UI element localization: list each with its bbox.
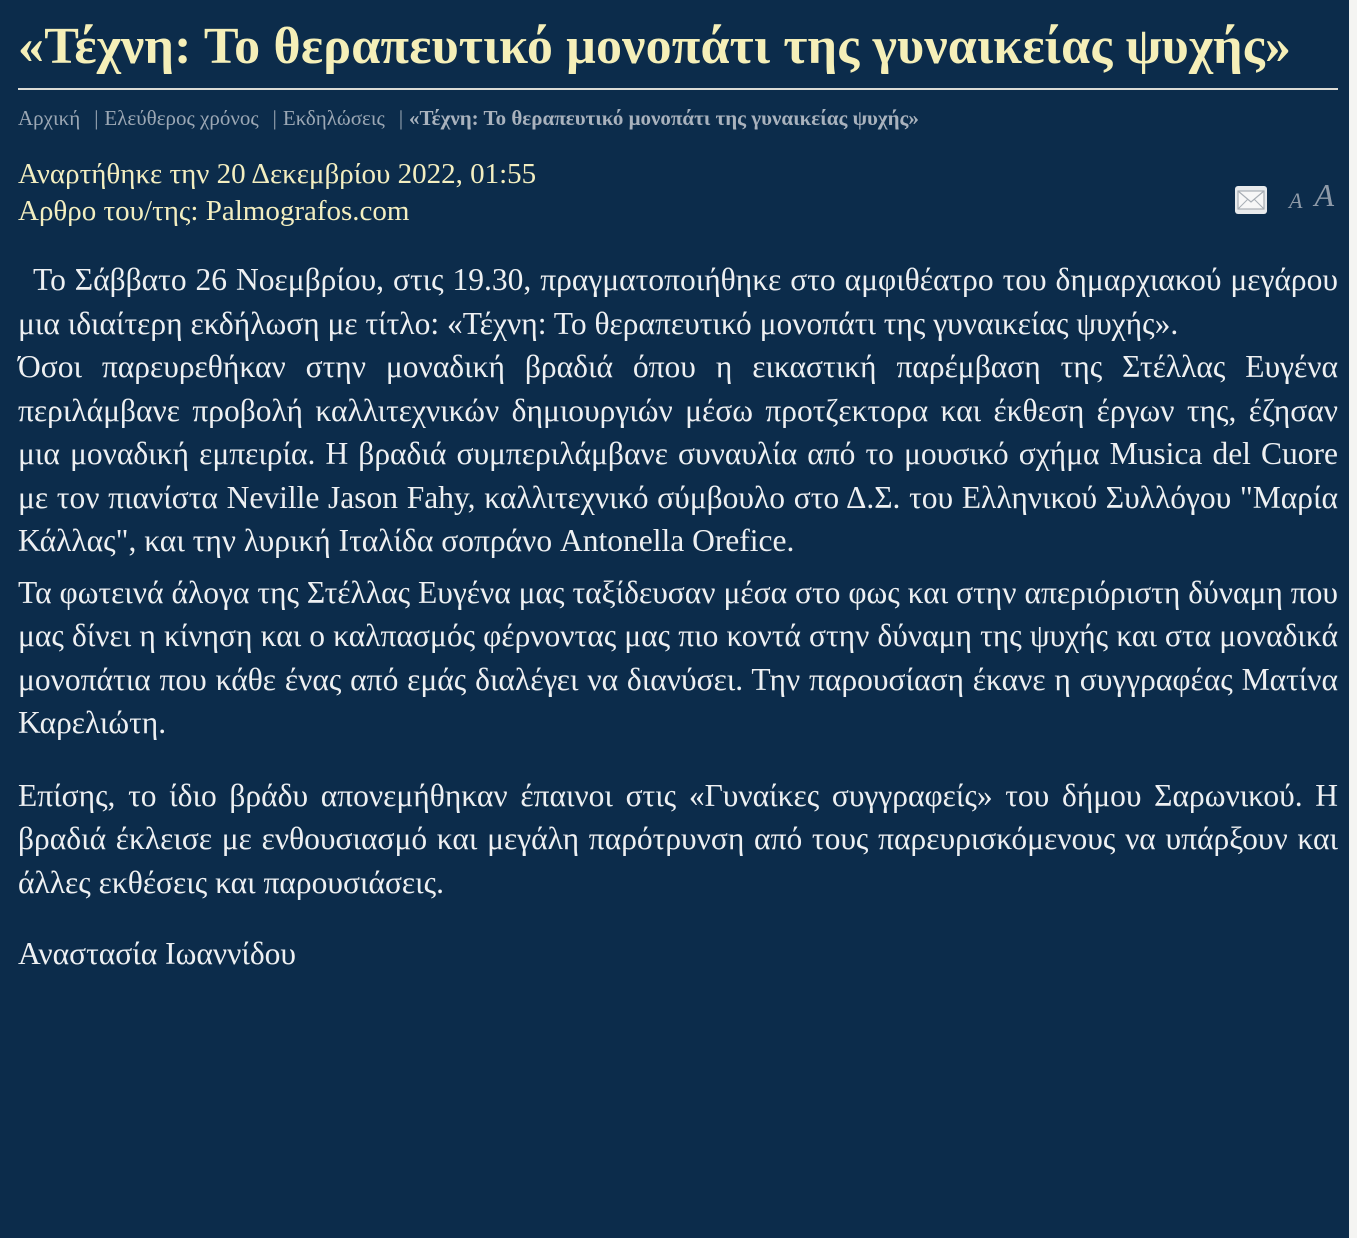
breadcrumb-free-time[interactable]: Ελεύθερος χρόνος — [104, 106, 259, 130]
paragraph-2: Όσοι παρευρεθήκαν στην μοναδική βραδιά όπου η εικαστική παρέμβαση της Στέλλας Ευγένα περιλάμβανε προβολή καλλιτεχνικών δημιουργιών μέσω προτζεκτορα και έκθεση έργων της, έζησαν μια μοναδική εμπειρία. Η βραδιά συμπεριλάμβανε συναυλία από το μουσικό σχήμα Musica del Cuore με τον πιανίστα Neville Jason Fahy, καλλιτεχνικό σύμβουλο στο Δ.Σ. του Ελληνικού Συλλόγου "Μαρία Κάλλας", και την λυρική Ιταλίδα σοπράνο Antonella Orefice. — [18, 349, 1338, 558]
breadcrumb — [18, 106, 1338, 136]
envelope-icon[interactable] — [1235, 186, 1267, 214]
breadcrumb-separator: | — [94, 106, 99, 130]
paragraph-1: Το Σάββατο 26 Νοεμβρίου, στις 19.30, πραγματοποιήθηκε στο αμφιθέατρο του δημαρχιακού μεγάρου μια ιδιαίτερη εκδήλωση με τίτλο: «Τέχνη: Το θεραπευτικό μονοπάτι της γυναικείας ψυχής». — [18, 262, 1338, 341]
article-tools — [1235, 174, 1334, 214]
article-page — [18, 0, 1338, 976]
post-date: Αναρτήθηκε την 20 Δεκεμβρίου 2022, 01:55 — [18, 158, 537, 190]
font-decrease-button[interactable]: A — [1289, 188, 1303, 213]
article-title: «Τέχνη: Το θεραπευτικό μονοπάτι της γυναικείας ψυχής» — [18, 18, 1292, 75]
breadcrumb-home[interactable]: Αρχική — [18, 106, 81, 130]
article-signature: Αναστασία Ιωαννίδου — [18, 936, 297, 971]
article-meta — [18, 156, 1338, 234]
window-edge — [1349, 0, 1357, 1238]
paragraph-4: Επίσης, το ίδιο βράδυ απονεμήθηκαν έπαινοι στις «Γυναίκες συγγραφείς» του δήμου Σαρωνικού. Η βραδιά έκλεισε με ενθουσιασμό και μεγάλη παρότρυνση από τους παρευρισκόμενους να υπάρξουν και άλλες εκθέσεις και παρουσιάσεις. — [18, 777, 1338, 900]
title-divider — [18, 88, 1338, 90]
paragraph-3: Τα φωτεινά άλογα της Στέλλας Ευγένα μας ταξίδευσαν μέσα στο φως και στην απεριόριστη δύναμη που μας δίνει η κίνηση και ο καλπασμός φέρνοντας μας πιο κοντά στην δύναμη της ψυχής και στα μοναδικά μονοπάτια που κάθε ένας από εμάς διαλέγει να διανύσει. Την παρουσίαση έκανε η συγγραφέας Ματίνα Καρελιώτη. — [18, 574, 1338, 740]
font-increase-button[interactable]: A — [1314, 177, 1334, 213]
breadcrumb-separator: | — [272, 106, 277, 130]
article-body — [18, 258, 1338, 904]
breadcrumb-separator: | — [398, 106, 404, 130]
breadcrumb-events[interactable]: Εκδηλώσεις — [282, 106, 385, 130]
envelope-icon-graphic — [1235, 186, 1267, 214]
article-author: Αρθρο του/της: Palmografos.com — [18, 195, 410, 227]
breadcrumb-current: «Τέχνη: Το θεραπευτικό μονοπάτι της γυναικείας ψυχής» — [409, 106, 919, 130]
